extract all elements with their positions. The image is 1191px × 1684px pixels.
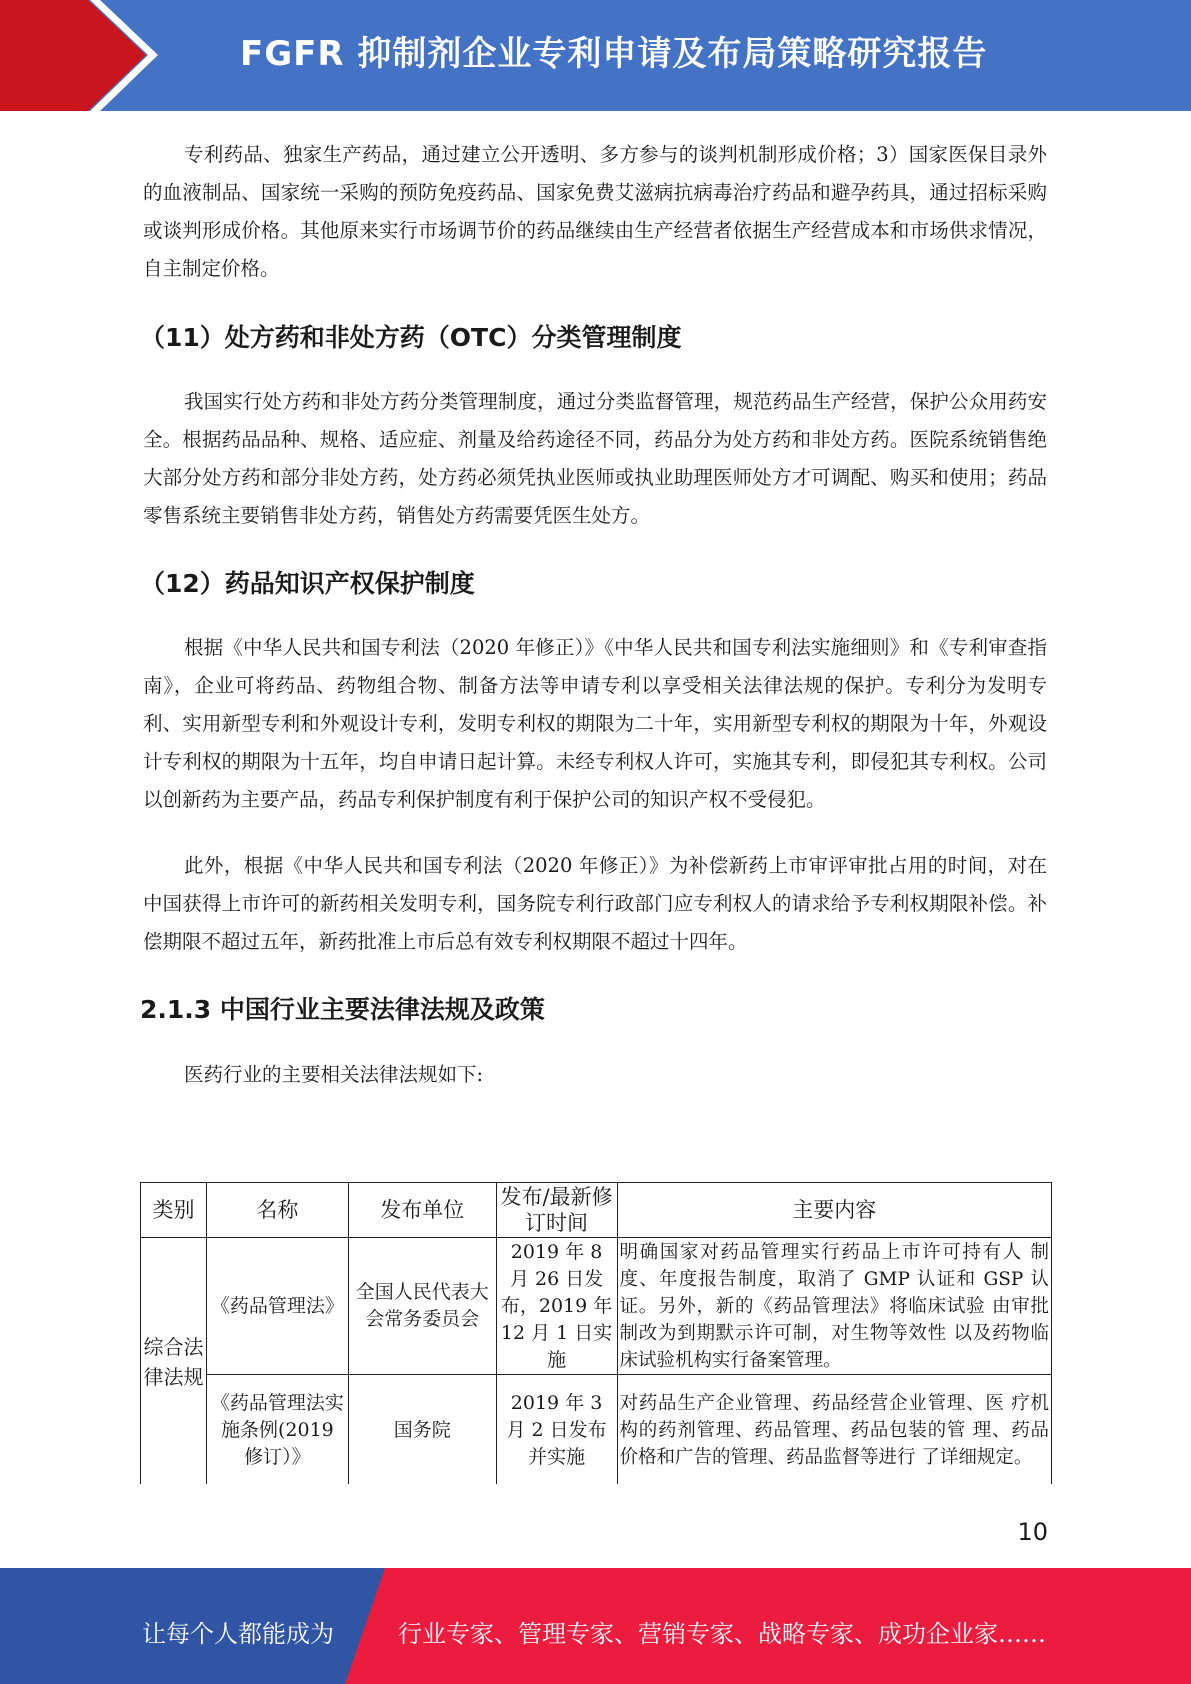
paragraph-otc: 我国实行处方药和非处方药分类管理制度，通过分类监督管理，规范药品生产经营，保护公众用药安全。根据药品品种、规格、适应症、剂量及给药途径不同，药品分为处方药和非处方药。医院系统销售绝大部分处方药和部分非处方药，处方药必须凭执业医师或执业助理医师处方才可调配、购买和使用；药品零售系统主要销售非处方药，销售处方药需要凭医生处方。 [143,390,1047,527]
page-footer [0,1568,1191,1684]
main-content [140,136,1047,1094]
paragraph-pricing: 专利药品、独家生产药品，通过建立公开透明、多方参与的谈判机制形成价格；3）国家医保目录外的血液制品、国家统一采购的预防免疫药品、国家免费艾滋病抗病毒治疗药品和避孕药具，通过招标采购或谈判形成价格。其他原来实行市场调节价的药品继续由生产经营者依据生产经营成本和市场供求情况，自主制定价格。 [143,143,1047,280]
page-header [0,0,1191,111]
law-date: 2019 年 3 月 2 日发布并实施 [496,1375,617,1487]
footer-slogan-left: 让每个人都能成为 [142,1620,334,1648]
paragraph-term-compensation: 此外，根据《中华人民共和国专利法（2020 年修正）》为补偿新药上市审评审批占用的时间，对在中国获得上市许可的新药相关发明专利，国务院专利行政部门应专利权人的请求给予专利权期限补偿。补偿期限不超过五年，新药批准上市后总有效专利权期限不超过十四年。 [143,854,1047,953]
paragraph-table-intro: 医药行业的主要相关法律法规如下: [184,1063,484,1086]
footer-slogan-right: 行业专家、管理专家、营销专家、战略专家、成功企业家…… [398,1620,1046,1648]
category-cell: 综合法律法规 [141,1238,207,1487]
law-issuer: 国务院 [348,1375,496,1487]
header-date: 发布/最新修订时间 [496,1183,617,1238]
law-issuer: 全国人民代表大会常务委员会 [348,1238,496,1375]
law-date: 2019 年 8 月 26 日发布，2019 年 12 月 1 日实施 [496,1238,617,1375]
section-heading-2-1-3: 2.1.3 中国行业主要法律法规及政策 [140,995,545,1024]
header-issuer: 发布单位 [348,1183,496,1238]
header-content: 主要内容 [617,1183,1051,1238]
heading-ip: （12）药品知识产权保护制度 [140,569,475,598]
table-row [141,1375,1052,1487]
table-row [141,1238,1052,1375]
page-break-mask [138,1484,1058,1514]
paragraph-ip: 根据《中华人民共和国专利法（2020 年修正）》《中华人民共和国专利法实施细则》和《专利审查指南》，企业可将药品、药物组合物、制备方法等申请专利以享受相关法律法规的保护。专利分为发明专利、实用新型专利和外观设计专利，发明专利权的期限为二十年，实用新型专利权的期限为十年，外观设计专利权的期限为十五年，均自申请日起计算。未经专利权人许可，实施其专利，即侵犯其专利权。公司以创新药为主要产品，药品专利保护制度有利于保护公司的知识产权不受侵犯。 [143,636,1047,811]
law-name: 《药品管理法实施条例(2019 修订）》 [206,1375,348,1487]
table-header-row [141,1183,1052,1238]
header-name: 名称 [206,1183,348,1238]
laws-table [140,1182,1052,1487]
heading-otc: （11）处方药和非处方药（OTC）分类管理制度 [140,323,682,352]
report-title: FGFR 抑制剂企业专利申请及布局策略研究报告 [240,34,988,74]
law-content: 对药品生产企业管理、药品经营企业管理、医 疗机构的药剂管理、药品管理、药品包装的管 理、药品价格和广告的管理、药品监督等进行 了详细规定。 [617,1375,1051,1487]
law-name: 《药品管理法》 [206,1238,348,1375]
header-category: 类别 [141,1183,207,1238]
header-arrow-decoration [0,0,200,111]
law-content: 明确国家对药品管理实行药品上市许可持有人 制度、年度报告制度，取消了 GMP 认证和 GSP 认证。另外，新的《药品管理法》将临床试验 由审批制改为到期默示许可制，对生物等效性 以及药物临床试验机构实行备案管理。 [617,1238,1051,1375]
page-number: 10 [1017,1518,1048,1546]
